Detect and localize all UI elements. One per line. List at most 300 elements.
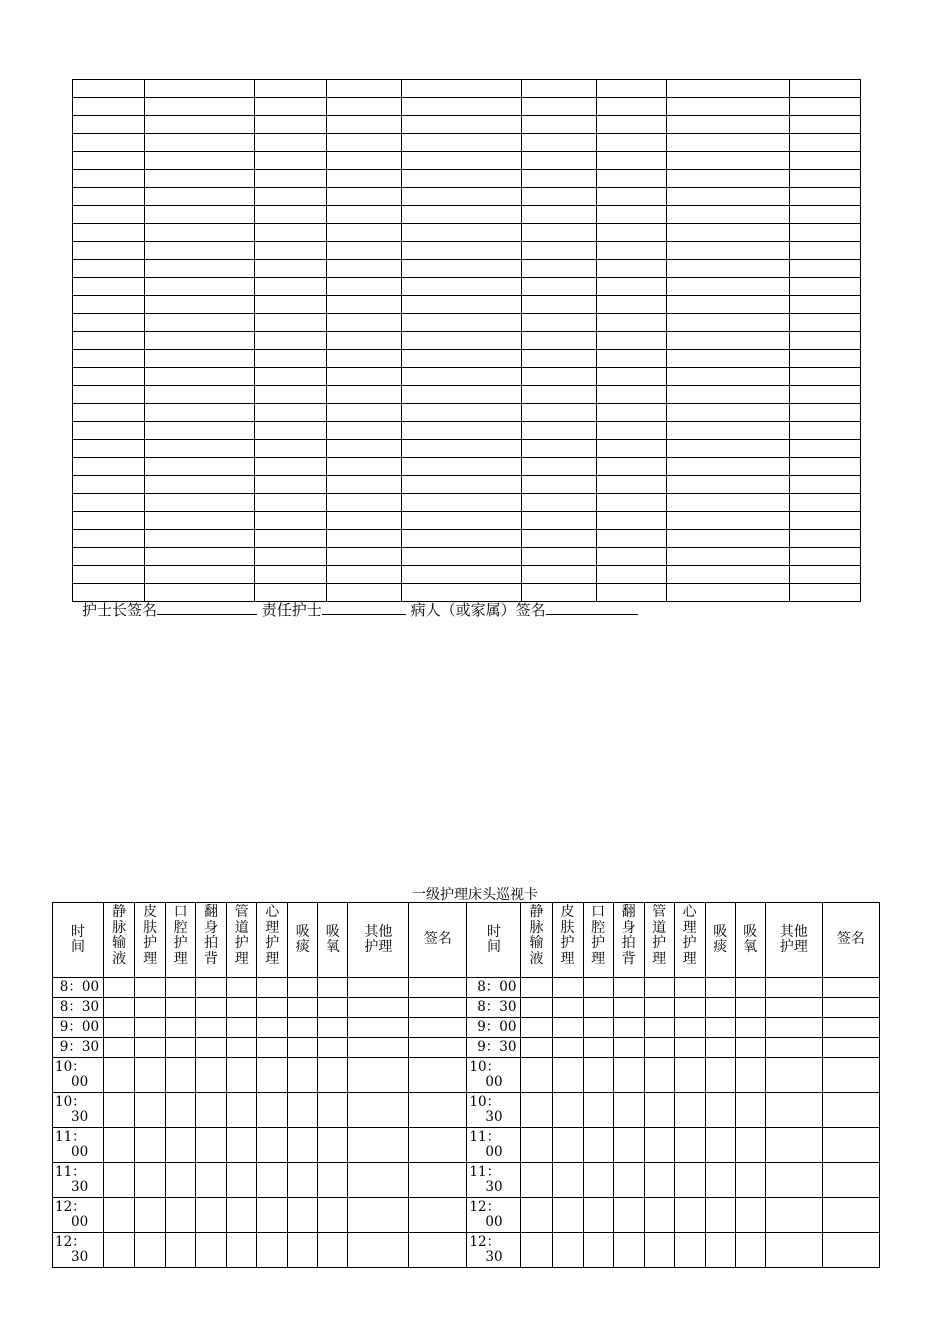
top-grid-cell[interactable] xyxy=(145,224,255,242)
record-cell[interactable] xyxy=(104,1058,135,1093)
top-grid-cell[interactable] xyxy=(402,404,522,422)
top-grid-cell[interactable] xyxy=(667,422,790,440)
top-grid-cell[interactable] xyxy=(522,170,597,188)
record-cell[interactable] xyxy=(674,1198,705,1233)
top-grid-cell[interactable] xyxy=(597,296,667,314)
top-grid-cell[interactable] xyxy=(790,260,861,278)
top-grid-cell[interactable] xyxy=(402,152,522,170)
top-grid-cell[interactable] xyxy=(327,98,402,116)
record-cell[interactable] xyxy=(104,1198,135,1233)
top-grid-cell[interactable] xyxy=(667,584,790,602)
record-cell[interactable] xyxy=(822,1018,879,1038)
top-grid-cell[interactable] xyxy=(255,476,327,494)
top-grid-cell[interactable] xyxy=(667,134,790,152)
record-cell[interactable] xyxy=(644,1198,674,1233)
record-cell[interactable] xyxy=(196,1093,227,1128)
record-cell[interactable] xyxy=(196,1233,227,1268)
record-cell[interactable] xyxy=(765,1128,822,1163)
top-grid-cell[interactable] xyxy=(522,116,597,134)
top-grid-cell[interactable] xyxy=(402,548,522,566)
record-cell[interactable] xyxy=(674,1093,705,1128)
record-cell[interactable] xyxy=(521,1198,552,1233)
record-cell[interactable] xyxy=(196,998,227,1018)
top-grid-cell[interactable] xyxy=(327,278,402,296)
record-cell[interactable] xyxy=(135,998,166,1018)
top-grid-cell[interactable] xyxy=(327,458,402,476)
top-grid-cell[interactable] xyxy=(255,296,327,314)
record-cell[interactable] xyxy=(705,1038,735,1058)
top-grid-cell[interactable] xyxy=(402,206,522,224)
top-grid-cell[interactable] xyxy=(522,260,597,278)
top-grid-cell[interactable] xyxy=(255,188,327,206)
top-grid-cell[interactable] xyxy=(255,80,327,98)
record-cell[interactable] xyxy=(348,1198,409,1233)
top-grid-cell[interactable] xyxy=(255,116,327,134)
record-cell[interactable] xyxy=(521,1038,552,1058)
top-grid-cell[interactable] xyxy=(145,368,255,386)
record-cell[interactable] xyxy=(288,1058,318,1093)
record-cell[interactable] xyxy=(257,1233,288,1268)
top-grid-cell[interactable] xyxy=(597,440,667,458)
record-cell[interactable] xyxy=(644,1128,674,1163)
top-grid-cell[interactable] xyxy=(402,476,522,494)
record-cell[interactable] xyxy=(613,1093,644,1128)
record-cell[interactable] xyxy=(257,1038,288,1058)
top-grid-cell[interactable] xyxy=(145,206,255,224)
top-grid-cell[interactable] xyxy=(667,458,790,476)
top-grid-cell[interactable] xyxy=(597,368,667,386)
top-grid-cell[interactable] xyxy=(255,242,327,260)
top-grid-cell[interactable] xyxy=(73,422,145,440)
record-cell[interactable] xyxy=(705,978,735,998)
top-grid-cell[interactable] xyxy=(255,440,327,458)
record-cell[interactable] xyxy=(348,1093,409,1128)
record-cell[interactable] xyxy=(674,1018,705,1038)
top-grid-cell[interactable] xyxy=(597,152,667,170)
top-grid-cell[interactable] xyxy=(73,296,145,314)
top-grid-cell[interactable] xyxy=(667,368,790,386)
record-cell[interactable] xyxy=(135,1233,166,1268)
record-cell[interactable] xyxy=(318,978,348,998)
record-cell[interactable] xyxy=(705,1128,735,1163)
top-grid-cell[interactable] xyxy=(597,170,667,188)
top-grid-cell[interactable] xyxy=(790,350,861,368)
record-cell[interactable] xyxy=(735,1163,765,1198)
record-cell[interactable] xyxy=(644,1018,674,1038)
top-grid-cell[interactable] xyxy=(667,278,790,296)
record-cell[interactable] xyxy=(104,1233,135,1268)
top-grid-cell[interactable] xyxy=(255,404,327,422)
record-cell[interactable] xyxy=(674,998,705,1018)
record-cell[interactable] xyxy=(552,998,583,1018)
record-cell[interactable] xyxy=(227,1128,257,1163)
top-grid-cell[interactable] xyxy=(255,386,327,404)
record-cell[interactable] xyxy=(822,1163,879,1198)
record-cell[interactable] xyxy=(705,1018,735,1038)
record-cell[interactable] xyxy=(674,1038,705,1058)
record-cell[interactable] xyxy=(644,1058,674,1093)
top-grid-cell[interactable] xyxy=(597,224,667,242)
top-grid-cell[interactable] xyxy=(145,422,255,440)
record-cell[interactable] xyxy=(318,1163,348,1198)
record-cell[interactable] xyxy=(644,998,674,1018)
record-cell[interactable] xyxy=(613,998,644,1018)
record-cell[interactable] xyxy=(135,1018,166,1038)
record-cell[interactable] xyxy=(348,1038,409,1058)
record-cell[interactable] xyxy=(257,1058,288,1093)
record-cell[interactable] xyxy=(583,1038,613,1058)
record-cell[interactable] xyxy=(613,978,644,998)
top-grid-cell[interactable] xyxy=(402,458,522,476)
top-grid-cell[interactable] xyxy=(145,116,255,134)
top-grid-cell[interactable] xyxy=(667,350,790,368)
record-cell[interactable] xyxy=(166,1233,196,1268)
top-grid-cell[interactable] xyxy=(402,260,522,278)
top-grid-cell[interactable] xyxy=(667,494,790,512)
record-cell[interactable] xyxy=(227,1018,257,1038)
top-grid-cell[interactable] xyxy=(522,422,597,440)
top-grid-cell[interactable] xyxy=(327,440,402,458)
record-cell[interactable] xyxy=(765,1163,822,1198)
record-cell[interactable] xyxy=(521,1093,552,1128)
top-grid-cell[interactable] xyxy=(597,350,667,368)
record-cell[interactable] xyxy=(552,1163,583,1198)
top-grid-cell[interactable] xyxy=(145,80,255,98)
record-cell[interactable] xyxy=(705,1198,735,1233)
record-cell[interactable] xyxy=(674,1233,705,1268)
top-grid-cell[interactable] xyxy=(667,116,790,134)
top-grid-cell[interactable] xyxy=(327,530,402,548)
record-cell[interactable] xyxy=(644,1163,674,1198)
record-cell[interactable] xyxy=(552,1093,583,1128)
record-cell[interactable] xyxy=(409,1128,467,1163)
record-cell[interactable] xyxy=(257,978,288,998)
top-grid-cell[interactable] xyxy=(790,170,861,188)
top-grid-cell[interactable] xyxy=(327,260,402,278)
top-grid-cell[interactable] xyxy=(145,566,255,584)
record-cell[interactable] xyxy=(552,978,583,998)
record-cell[interactable] xyxy=(583,1128,613,1163)
top-grid-cell[interactable] xyxy=(790,566,861,584)
record-cell[interactable] xyxy=(227,1163,257,1198)
record-cell[interactable] xyxy=(318,1198,348,1233)
record-cell[interactable] xyxy=(644,1233,674,1268)
record-cell[interactable] xyxy=(822,1128,879,1163)
top-grid-cell[interactable] xyxy=(790,224,861,242)
top-grid-cell[interactable] xyxy=(597,494,667,512)
top-grid-cell[interactable] xyxy=(255,260,327,278)
top-grid-cell[interactable] xyxy=(327,152,402,170)
top-grid-cell[interactable] xyxy=(597,278,667,296)
top-grid-cell[interactable] xyxy=(522,512,597,530)
record-cell[interactable] xyxy=(288,1038,318,1058)
top-grid-cell[interactable] xyxy=(667,440,790,458)
top-grid-cell[interactable] xyxy=(522,296,597,314)
record-cell[interactable] xyxy=(613,1233,644,1268)
top-grid-cell[interactable] xyxy=(597,548,667,566)
top-grid-cell[interactable] xyxy=(73,80,145,98)
top-grid-cell[interactable] xyxy=(790,584,861,602)
top-grid-cell[interactable] xyxy=(402,368,522,386)
record-cell[interactable] xyxy=(135,1163,166,1198)
top-grid-cell[interactable] xyxy=(597,206,667,224)
record-cell[interactable] xyxy=(196,1128,227,1163)
record-cell[interactable] xyxy=(822,978,879,998)
record-cell[interactable] xyxy=(822,1038,879,1058)
top-grid-cell[interactable] xyxy=(402,188,522,206)
top-grid-cell[interactable] xyxy=(327,350,402,368)
record-cell[interactable] xyxy=(104,1163,135,1198)
top-grid-cell[interactable] xyxy=(73,548,145,566)
top-grid-cell[interactable] xyxy=(327,494,402,512)
record-cell[interactable] xyxy=(521,1058,552,1093)
record-cell[interactable] xyxy=(552,1018,583,1038)
record-cell[interactable] xyxy=(104,1018,135,1038)
record-cell[interactable] xyxy=(552,1198,583,1233)
top-grid-cell[interactable] xyxy=(597,512,667,530)
top-grid-cell[interactable] xyxy=(597,242,667,260)
top-grid-cell[interactable] xyxy=(255,224,327,242)
top-grid-cell[interactable] xyxy=(73,386,145,404)
top-grid-cell[interactable] xyxy=(255,314,327,332)
top-grid-cell[interactable] xyxy=(255,458,327,476)
top-grid-cell[interactable] xyxy=(255,548,327,566)
record-cell[interactable] xyxy=(674,1058,705,1093)
top-grid-cell[interactable] xyxy=(402,512,522,530)
top-grid-cell[interactable] xyxy=(73,566,145,584)
top-grid-cell[interactable] xyxy=(790,404,861,422)
record-cell[interactable] xyxy=(613,1163,644,1198)
record-cell[interactable] xyxy=(196,1198,227,1233)
record-cell[interactable] xyxy=(104,1093,135,1128)
record-cell[interactable] xyxy=(166,1018,196,1038)
top-grid-cell[interactable] xyxy=(73,530,145,548)
record-cell[interactable] xyxy=(196,1038,227,1058)
top-grid-cell[interactable] xyxy=(402,116,522,134)
record-cell[interactable] xyxy=(735,998,765,1018)
top-grid-cell[interactable] xyxy=(597,458,667,476)
record-cell[interactable] xyxy=(196,1058,227,1093)
top-grid-cell[interactable] xyxy=(145,404,255,422)
record-cell[interactable] xyxy=(409,1198,467,1233)
top-grid-cell[interactable] xyxy=(790,548,861,566)
record-cell[interactable] xyxy=(521,1233,552,1268)
record-cell[interactable] xyxy=(348,998,409,1018)
top-grid-cell[interactable] xyxy=(327,80,402,98)
top-grid-cell[interactable] xyxy=(255,494,327,512)
top-grid-cell[interactable] xyxy=(667,80,790,98)
record-cell[interactable] xyxy=(765,998,822,1018)
top-grid-cell[interactable] xyxy=(402,98,522,116)
record-cell[interactable] xyxy=(196,1018,227,1038)
top-grid-cell[interactable] xyxy=(790,134,861,152)
top-grid-cell[interactable] xyxy=(145,458,255,476)
top-grid-cell[interactable] xyxy=(522,242,597,260)
record-cell[interactable] xyxy=(348,1233,409,1268)
record-cell[interactable] xyxy=(318,998,348,1018)
top-grid-cell[interactable] xyxy=(790,530,861,548)
top-grid-cell[interactable] xyxy=(402,494,522,512)
top-grid-cell[interactable] xyxy=(327,296,402,314)
record-cell[interactable] xyxy=(348,1163,409,1198)
record-cell[interactable] xyxy=(822,1198,879,1233)
top-grid-cell[interactable] xyxy=(597,530,667,548)
record-cell[interactable] xyxy=(166,1058,196,1093)
record-cell[interactable] xyxy=(166,1038,196,1058)
top-grid-cell[interactable] xyxy=(522,224,597,242)
record-cell[interactable] xyxy=(613,1038,644,1058)
record-cell[interactable] xyxy=(735,1038,765,1058)
top-grid-cell[interactable] xyxy=(255,134,327,152)
top-grid-cell[interactable] xyxy=(145,278,255,296)
record-cell[interactable] xyxy=(674,1128,705,1163)
top-grid-cell[interactable] xyxy=(522,494,597,512)
record-cell[interactable] xyxy=(257,1018,288,1038)
top-grid-cell[interactable] xyxy=(145,188,255,206)
patient-signature-field[interactable] xyxy=(546,600,638,615)
top-grid-cell[interactable] xyxy=(255,206,327,224)
top-grid-cell[interactable] xyxy=(145,332,255,350)
top-grid-cell[interactable] xyxy=(522,350,597,368)
record-cell[interactable] xyxy=(409,1038,467,1058)
record-cell[interactable] xyxy=(166,1198,196,1233)
top-grid-cell[interactable] xyxy=(145,134,255,152)
record-cell[interactable] xyxy=(409,1018,467,1038)
top-grid-cell[interactable] xyxy=(667,530,790,548)
record-cell[interactable] xyxy=(705,1093,735,1128)
record-cell[interactable] xyxy=(735,1233,765,1268)
record-cell[interactable] xyxy=(135,1038,166,1058)
top-grid-cell[interactable] xyxy=(402,134,522,152)
top-grid-cell[interactable] xyxy=(145,548,255,566)
top-grid-cell[interactable] xyxy=(73,206,145,224)
top-grid-cell[interactable] xyxy=(790,116,861,134)
record-cell[interactable] xyxy=(765,1198,822,1233)
top-grid-cell[interactable] xyxy=(73,260,145,278)
record-cell[interactable] xyxy=(257,1198,288,1233)
record-cell[interactable] xyxy=(583,998,613,1018)
top-grid-cell[interactable] xyxy=(522,386,597,404)
top-grid-cell[interactable] xyxy=(402,278,522,296)
record-cell[interactable] xyxy=(257,1163,288,1198)
top-grid-cell[interactable] xyxy=(790,440,861,458)
top-grid-cell[interactable] xyxy=(145,98,255,116)
record-cell[interactable] xyxy=(583,1163,613,1198)
record-cell[interactable] xyxy=(104,1128,135,1163)
top-grid-cell[interactable] xyxy=(327,332,402,350)
top-grid-cell[interactable] xyxy=(790,278,861,296)
top-grid-cell[interactable] xyxy=(790,188,861,206)
top-grid-cell[interactable] xyxy=(790,152,861,170)
record-cell[interactable] xyxy=(135,1093,166,1128)
record-cell[interactable] xyxy=(409,978,467,998)
top-grid-cell[interactable] xyxy=(597,476,667,494)
record-cell[interactable] xyxy=(613,1198,644,1233)
record-cell[interactable] xyxy=(409,1093,467,1128)
top-grid-cell[interactable] xyxy=(790,458,861,476)
top-grid-cell[interactable] xyxy=(327,566,402,584)
top-grid-cell[interactable] xyxy=(73,404,145,422)
top-grid-cell[interactable] xyxy=(73,350,145,368)
top-grid-cell[interactable] xyxy=(255,566,327,584)
record-cell[interactable] xyxy=(227,1058,257,1093)
top-grid-cell[interactable] xyxy=(145,512,255,530)
top-grid-cell[interactable] xyxy=(402,422,522,440)
record-cell[interactable] xyxy=(166,1163,196,1198)
top-grid-cell[interactable] xyxy=(667,296,790,314)
record-cell[interactable] xyxy=(765,1038,822,1058)
top-grid-cell[interactable] xyxy=(790,512,861,530)
top-grid-cell[interactable] xyxy=(145,476,255,494)
top-grid-cell[interactable] xyxy=(522,548,597,566)
top-grid-cell[interactable] xyxy=(667,170,790,188)
record-cell[interactable] xyxy=(409,1233,467,1268)
record-cell[interactable] xyxy=(135,1198,166,1233)
top-grid-cell[interactable] xyxy=(522,134,597,152)
record-cell[interactable] xyxy=(288,978,318,998)
top-grid-cell[interactable] xyxy=(73,170,145,188)
record-cell[interactable] xyxy=(318,1038,348,1058)
top-grid-cell[interactable] xyxy=(145,530,255,548)
top-grid-cell[interactable] xyxy=(597,314,667,332)
top-grid-cell[interactable] xyxy=(522,188,597,206)
top-grid-cell[interactable] xyxy=(402,296,522,314)
top-grid-cell[interactable] xyxy=(667,386,790,404)
top-grid-cell[interactable] xyxy=(402,440,522,458)
top-grid-cell[interactable] xyxy=(73,512,145,530)
top-grid-cell[interactable] xyxy=(790,296,861,314)
top-grid-cell[interactable] xyxy=(522,332,597,350)
top-grid-cell[interactable] xyxy=(255,350,327,368)
top-grid-cell[interactable] xyxy=(790,80,861,98)
record-cell[interactable] xyxy=(552,1233,583,1268)
top-grid-cell[interactable] xyxy=(402,530,522,548)
record-cell[interactable] xyxy=(705,998,735,1018)
top-grid-cell[interactable] xyxy=(73,440,145,458)
top-grid-cell[interactable] xyxy=(327,170,402,188)
top-grid-cell[interactable] xyxy=(73,314,145,332)
record-cell[interactable] xyxy=(288,1163,318,1198)
record-cell[interactable] xyxy=(822,1233,879,1268)
record-cell[interactable] xyxy=(521,1128,552,1163)
top-grid-cell[interactable] xyxy=(667,188,790,206)
top-grid-cell[interactable] xyxy=(790,332,861,350)
top-grid-cell[interactable] xyxy=(597,134,667,152)
top-grid-cell[interactable] xyxy=(402,314,522,332)
record-cell[interactable] xyxy=(409,998,467,1018)
record-cell[interactable] xyxy=(409,1163,467,1198)
top-grid-cell[interactable] xyxy=(73,188,145,206)
record-cell[interactable] xyxy=(644,978,674,998)
top-grid-cell[interactable] xyxy=(145,314,255,332)
top-grid-cell[interactable] xyxy=(73,368,145,386)
top-grid-cell[interactable] xyxy=(790,386,861,404)
top-grid-cell[interactable] xyxy=(597,404,667,422)
top-grid-cell[interactable] xyxy=(145,296,255,314)
record-cell[interactable] xyxy=(409,1058,467,1093)
record-cell[interactable] xyxy=(583,1093,613,1128)
record-cell[interactable] xyxy=(288,1233,318,1268)
record-cell[interactable] xyxy=(765,1093,822,1128)
top-grid-cell[interactable] xyxy=(667,512,790,530)
top-grid-cell[interactable] xyxy=(255,368,327,386)
top-grid-cell[interactable] xyxy=(522,368,597,386)
record-cell[interactable] xyxy=(735,1058,765,1093)
record-cell[interactable] xyxy=(765,1233,822,1268)
record-cell[interactable] xyxy=(583,1058,613,1093)
top-grid-cell[interactable] xyxy=(790,98,861,116)
top-grid-cell[interactable] xyxy=(327,512,402,530)
